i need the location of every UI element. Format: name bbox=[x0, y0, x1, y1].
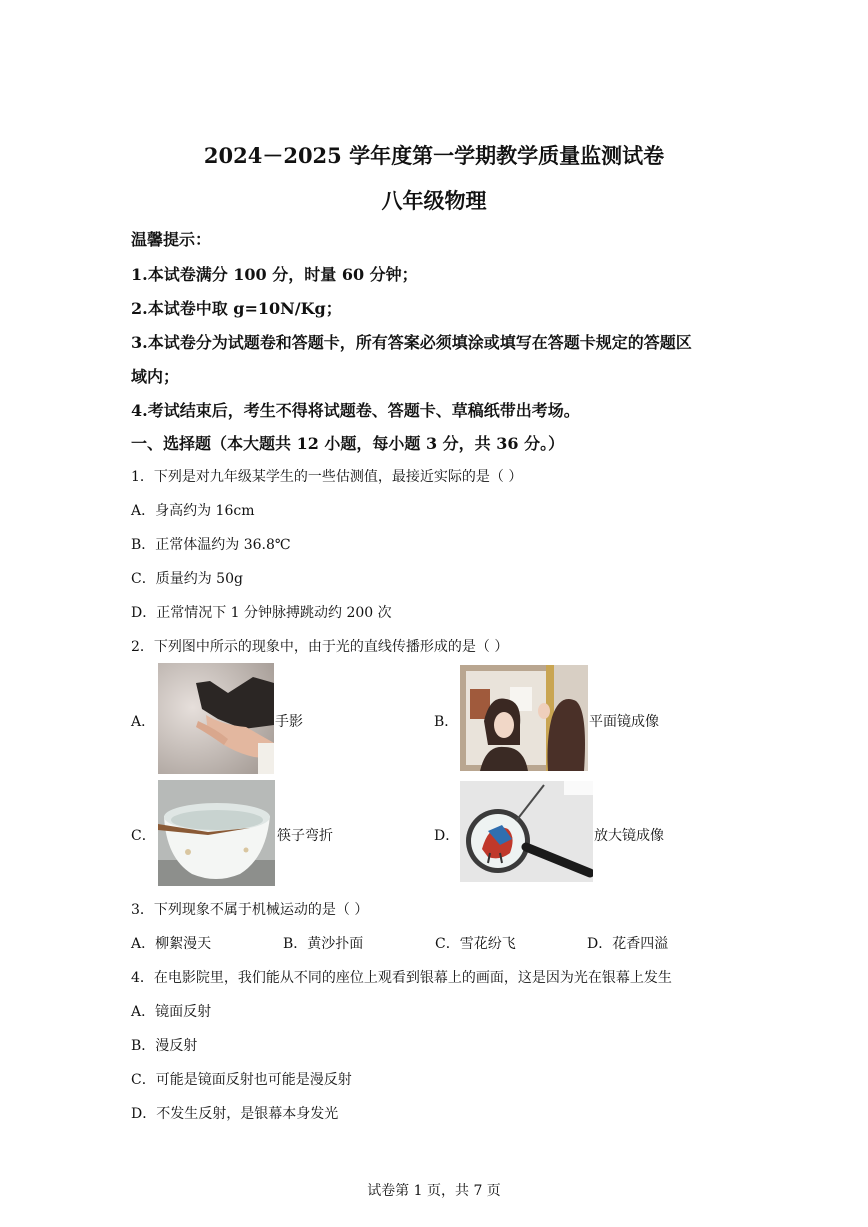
q4-stem: 4．在电影院里，我们能从不同的座位上观看到银幕上的画面，这是因为光在银幕上发生 bbox=[131, 970, 672, 986]
q1-option-a: A．身高约为 16cm bbox=[131, 503, 255, 519]
exam-title: 2024－2025 学年度第一学期教学质量监测试卷 bbox=[203, 143, 665, 168]
q2-option-a-label: A． bbox=[131, 714, 156, 730]
q3-option-d: D．花香四溢 bbox=[587, 936, 669, 952]
q1-stem: 1．下列是对九年级某学生的一些估测值，最接近实际的是（ ） bbox=[131, 469, 523, 485]
q2-stem: 2．下列图中所示的现象中，由于光的直线传播形成的是（ ） bbox=[131, 639, 509, 655]
page-footer: 试卷第 1 页，共 7 页 bbox=[367, 1183, 501, 1199]
tips-heading: 温馨提示： bbox=[131, 230, 212, 249]
q2-option-d-label: D． bbox=[434, 828, 460, 844]
q2-option-b-label: B． bbox=[434, 714, 459, 730]
exam-subtitle: 八年级物理 bbox=[381, 188, 487, 213]
q2-option-a-caption: 手影 bbox=[275, 714, 303, 730]
q2-option-b-caption: 平面镜成像 bbox=[589, 714, 659, 730]
q4-option-b: B．漫反射 bbox=[131, 1038, 198, 1054]
q3-option-c: C．雪花纷飞 bbox=[435, 936, 516, 952]
chopsticks-bowl-image bbox=[158, 780, 275, 886]
q3-stem: 3．下列现象不属于机械运动的是（ ） bbox=[131, 902, 369, 918]
q4-option-a: A．镜面反射 bbox=[131, 1004, 212, 1020]
section-heading: 一、选择题（本大题共 12 小题，每小题 3 分，共 36 分。） bbox=[131, 434, 565, 453]
q3-option-a: A．柳絮漫天 bbox=[131, 936, 212, 952]
q2-option-d-caption: 放大镜成像 bbox=[594, 828, 664, 844]
tip-4: 4.考试结束后，考生不得将试题卷、答题卡、草稿纸带出考场。 bbox=[131, 401, 580, 420]
q4-option-d: D．不发生反射，是银幕本身发光 bbox=[131, 1106, 339, 1122]
tip-1: 1.本试卷满分 100 分，时量 60 分钟； bbox=[131, 265, 418, 284]
q1-option-b: B．正常体温约为 36.8℃ bbox=[131, 537, 291, 553]
tip-3b: 域内； bbox=[131, 367, 180, 386]
q2-option-c-caption: 筷子弯折 bbox=[277, 828, 333, 844]
q1-option-d: D．正常情况下 1 分钟脉搏跳动约 200 次 bbox=[131, 605, 392, 621]
hand-shadow-image bbox=[158, 663, 274, 774]
q3-options bbox=[131, 933, 668, 953]
q2-option-c-label: C． bbox=[131, 828, 156, 844]
tip-3a: 3.本试卷分为试题卷和答题卡，所有答案必须填涂或填写在答题卡规定的答题区 bbox=[131, 333, 692, 352]
magnifier-image bbox=[460, 781, 593, 882]
q3-option-b: B．黄沙扑面 bbox=[283, 936, 364, 952]
q4-option-c: C．可能是镜面反射也可能是漫反射 bbox=[131, 1072, 352, 1088]
tip-2: 2.本试卷中取 g=10N/Kg； bbox=[131, 299, 342, 318]
mirror-image bbox=[460, 665, 588, 771]
q1-option-c: C．质量约为 50g bbox=[131, 571, 243, 587]
